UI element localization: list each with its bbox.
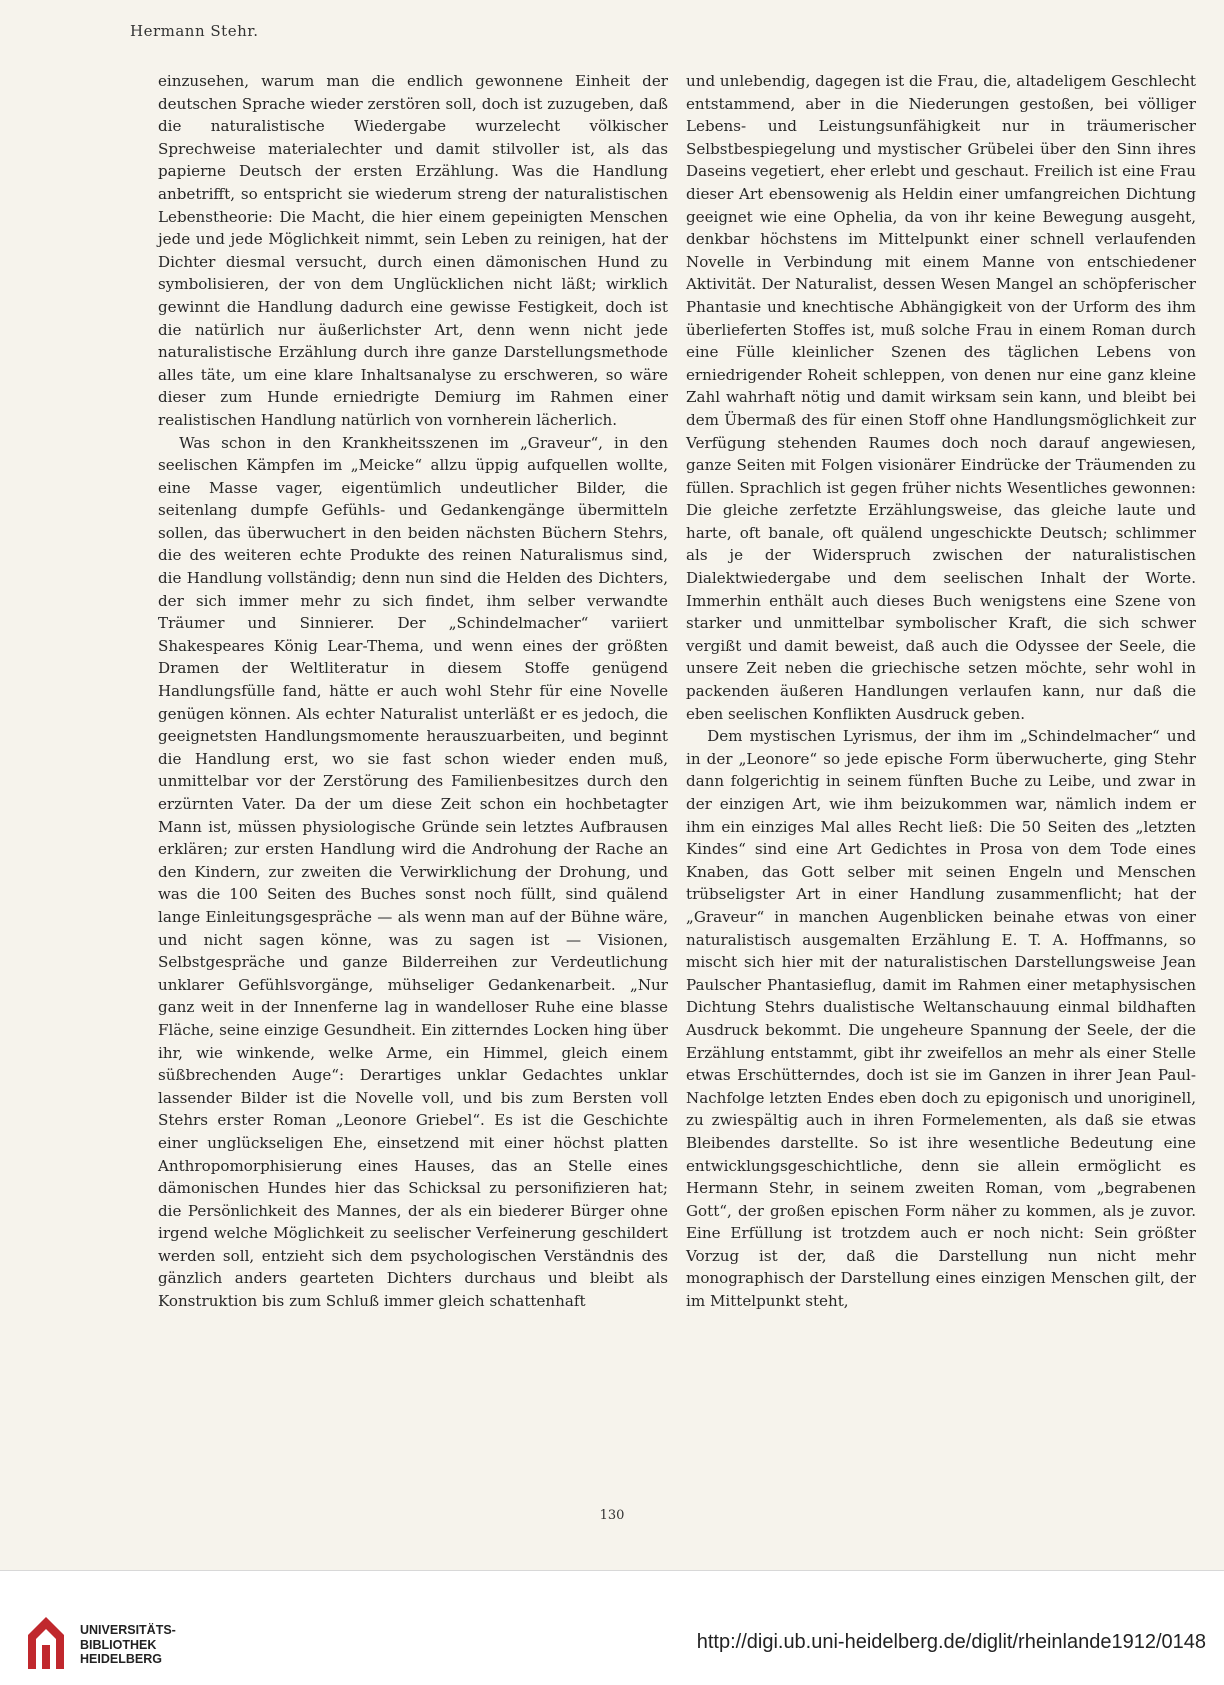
- paragraph: Dem mystischen Lyrismus, der ihm im „Schindelmacher“ und in der „Leonore“ so jede epische Form überwucherte, ging Stehr dann folgerichtig in seinem fünften Buche zu Leibe, und zwar in der einzigen Art, wie ihm beizukommen war, nämlich indem er ihm ein einziges Mal alles Recht ließ: Die 50 Seiten des „letzten Kindes“ sind eine Art Gedichtes in Prosa von dem Tode eines Knaben, das Gott selber mit seinen Engeln und Menschen trübseligster Art in einer Handlung zusammenflicht; hat der „Graveur“ in manchen Augenblicken beinahe etwas von einer naturalistisch ausgemalten Erzählung E. T. A. Hoffmanns, so mischt sich hier mit der naturalistischen Darstellungsweise Jean Paulscher Phantasieflug, damit im Rahmen einer metaphysischen Dichtung Stehrs dualistische Weltanschauung einmal bildhaften Ausdruck bekommt. Die ungeheure Spannung der Seele, der die Erzählung entstammt, gibt ihr zweifellos an mehr als einer Stelle etwas Erschütterndes, doch ist sie im Ganzen in ihrer Jean Paul-Nachfolge letzten Endes eben doch zu epigonisch und unoriginell, zu zwiespältig auch in ihren Formelementen, als daß sie etwas Bleibendes darstellte. So ist ihre wesentliche Bedeutung eine entwicklungsgeschichtliche, denn sie allein ermöglicht es Hermann Stehr, in seinem zweiten Roman, vom „begrabenen Gott“, der großen epischen Form näher zu kommen, als je zuvor. Eine Erfüllung ist trotzdem auch er noch nicht: Sein größter Vorzug ist der, daß die Darstellung nun nicht mehr monographisch der Darstellung eines einzigen Menschen gilt, der im Mittelpunkt steht,: [686, 727, 1196, 1311]
- right-column: [686, 70, 1196, 1313]
- library-name-line: UNIVERSITÄTS-: [80, 1623, 176, 1637]
- running-head: Hermann Stehr.: [130, 22, 259, 40]
- library-name: [80, 1623, 176, 1667]
- university-library-logo-icon: [22, 1611, 70, 1673]
- paragraph: Was schon in den Krankheitsszenen im „Graveur“, in den seelischen Kämpfen im „Meicke“ allzu üppig aufquellen wollte, eine Masse vager, eigentümlich undeutlicher Bilder, die seitenlang dumpfe Gefühls- und Gedankengänge übermitteln sollen, das überwuchert in den beiden nächsten Büchern Stehrs, die des weiteren echte Produkte des reinen Naturalismus sind, die Handlung vollständig; denn nun sind die Helden des Dichters, der sich immer mehr zu sich findet, ihm selber verwandte Träumer und Sinnierer. Der „Schindelmacher“ variiert Shakespeares König Lear-Thema, und wenn eines der größten Dramen der Weltliteratur in diesem Stoffe genügend Handlungsfülle fand, hätte er auch wohl Stehr für eine Novelle genügen können. Als echter Naturalist unterläßt er es jedoch, die geeignetsten Handlungsmomente herauszuarbeiten, und beginnt die Handlung erst, wo sie fast schon wieder enden muß, unmittelbar vor der Zerstörung des Familienbesitzes durch den erzürnten Vater. Da der um diese Zeit schon ein hochbetagter Mann ist, müssen physiologische Gründe sein letztes Aufbrausen erklären; zur ersten Handlung wird die Androhung der Rache an den Kindern, zur zweiten die Verwirklichung der Drohung, und was die 100 Seiten des Buches sonst noch füllt, sind quälend lange Einleitungsgespräche — als wenn man auf der Bühne wäre, und nicht sagen könne, was zu sagen ist — Visionen, Selbstgespräche und ganze Bilderreihen zur Verdeutlichung unklarer Gefühlsvorgänge, mühseliger Gedankenarbeit. „Nur ganz weit in der Innenferne lag in wandelloser Ruhe eine blasse Fläche, seine einzige Gesundheit. Ein zitterndes Locken hing über ihr, wie winkende, welke Arme, ein Himmel, gleich einem süßbrechenden Auge“: Derartiges unklar Gedachtes unklar lassender Bilder ist die Novelle voll, und bis zum Bersten voll Stehrs erster Roman „Leonore Griebel“. Es ist die Geschichte einer unglückseligen Ehe, einsetzend mit einer höchst platten Anthropomorphisierung eines Hauses, das an Stelle eines dämonischen Hundes hier das Schicksal zu personifizieren hat; die Persönlichkeit des Mannes, der als ein biederer Bürger ohne irgend welche Möglichkeit zu seelischer Verfeinerung geschildert werden soll, entzieht sich dem psychologischen Verständnis des gänzlich anders gearteten Dichters durchaus und bleibt als Konstruktion bis zum Schluß immer gleich schattenhaft: [158, 433, 668, 1311]
- library-name-line: BIBLIOTHEK: [80, 1637, 157, 1652]
- footer-bar: [0, 1570, 1224, 1685]
- source-url-link[interactable]: http://digi.ub.uni-heidelberg.de/diglit/rheinlande1912/0148: [696, 1631, 1206, 1653]
- paragraph: und unlebendig, dagegen ist die Frau, die, altadeligem Geschlecht entstammend, aber in die Niederungen gestoßen, bei völliger Lebens- und Leistungsunfähigkeit nur in träumerischer Selbstbespiegelung und mystischer Grübelei über den Sinn ihres Daseins vegetiert, eher erlebt und geschaut. Freilich ist eine Frau dieser Art ebensowenig als Heldin einer umfangreichen Dichtung geeignet wie eine Ophelia, da von ihr keine Bewegung ausgeht, denkbar höchstens im Mittelpunkt einer schnell verlaufenden Novelle in Verbindung mit einem Manne von entschiedener Aktivität. Der Naturalist, dessen Wesen Mangel an schöpferischer Phantasie und knechtische Abhängigkeit von der Urform des ihm überlieferten Stoffes ist, muß solche Frau in einem Roman durch eine Fülle kleinlicher Szenen des täglichen Lebens von erniedrigender Roheit schleppen, von denen nur eine ganz kleine Zahl wahrhaft nötig und damit wirksam sein kann, und bleibt bei dem Übermaß des für einen Stoff ohne Handlungsmöglichkeit zur Verfügung stehenden Raumes doch noch darauf angewiesen, ganze Seiten mit Folgen visionärer Eindrücke der Träumenden zu füllen. Sprachlich ist gegen früher nichts Wesentliches gewonnen: Die gleiche zerfetzte Erzählungsweise, das gleiche laute und harte, oft banale, oft quälend ungeschickte Deutsch; schlimmer als je der Widerspruch zwischen der naturalistischen Dialektwiedergabe und dem seelischen Inhalt der Worte. Immerhin enthält auch dieses Buch wenigstens eine Szene von starker und unmittelbar symbolischer Kraft, die sich schwer vergißt und damit beweist, daß auch die Odyssee der Seele, die unsere Zeit neben die griechische setzen möchte, sehr wohl in packenden äußeren Handlungen verlaufen kann, nur daß die eben seelischen Konflikten Ausdruck geben.: [686, 72, 1196, 723]
- page-number: 130: [599, 1508, 625, 1523]
- paragraph: einzusehen, warum man die endlich gewonnene Einheit der deutschen Sprache wieder zerstören soll, doch ist zuzugeben, daß die naturalistische Wiedergabe wurzelecht völkischer Sprechweise materialechter und damit stilvoller ist, als das papierne Deutsch der ersten Erzählung. Was die Handlung anbetrifft, so entspricht sie wiederum streng der naturalistischen Lebenstheorie: Die Macht, die hier einem gepeinigten Menschen jede und jede Möglichkeit nimmt, sein Leben zu reinigen, hat der Dichter diesmal versucht, durch einen dämonischen Hund zu symbolisieren, der von dem Unglücklichen nicht läßt; wirklich gewinnt die Handlung dadurch eine gewisse Festigkeit, doch ist die natürlich nur äußerlichster Art, denn wenn nicht jede naturalistische Erzählung durch ihre ganze Darstellungsmethode alles täte, um eine klare Inhaltsanalyse zu erschweren, so wäre dieser zum Hunde erniedrigte Demiurg im Rahmen einer realistischen Handlung natürlich von vornherein lächerlich.: [158, 72, 668, 429]
- left-column: [158, 70, 668, 1313]
- library-name-line: HEIDELBERG: [80, 1652, 162, 1666]
